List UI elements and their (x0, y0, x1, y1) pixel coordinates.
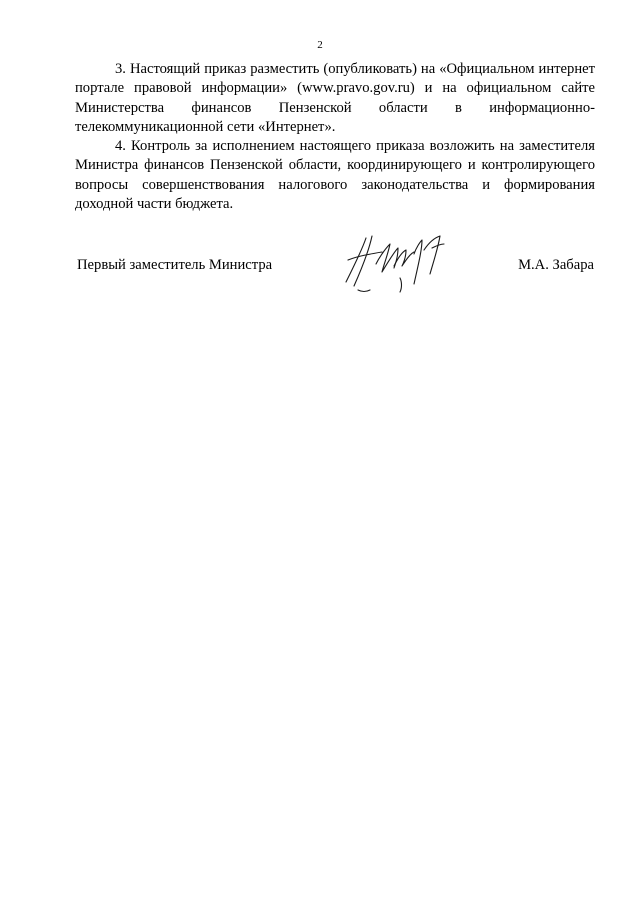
handwritten-signature-icon (336, 230, 452, 296)
document-body (75, 60, 595, 214)
signatory-name: М.А. Забара (518, 257, 594, 273)
signatory-position: Первый заместитель Министра (77, 257, 273, 273)
page-number: 2 (317, 39, 323, 51)
paragraph-control: 4. Контроль за исполнением настоящего приказа возложить на заместителя Министра финансов Пензенской области, координирующего и контролирующего вопросы совершенствования налогового законодательства и формирования доходной части бюджета. (75, 138, 595, 213)
paragraph-publication: 3. Настоящий приказ разместить (опубликовать) на «Официальном интернет портале правовой информации» (www.pravo.gov.ru) и на официальном сайте Министерства финансов Пензенской области в информационно-телекоммуникационной сети «Интернет». (75, 61, 595, 135)
